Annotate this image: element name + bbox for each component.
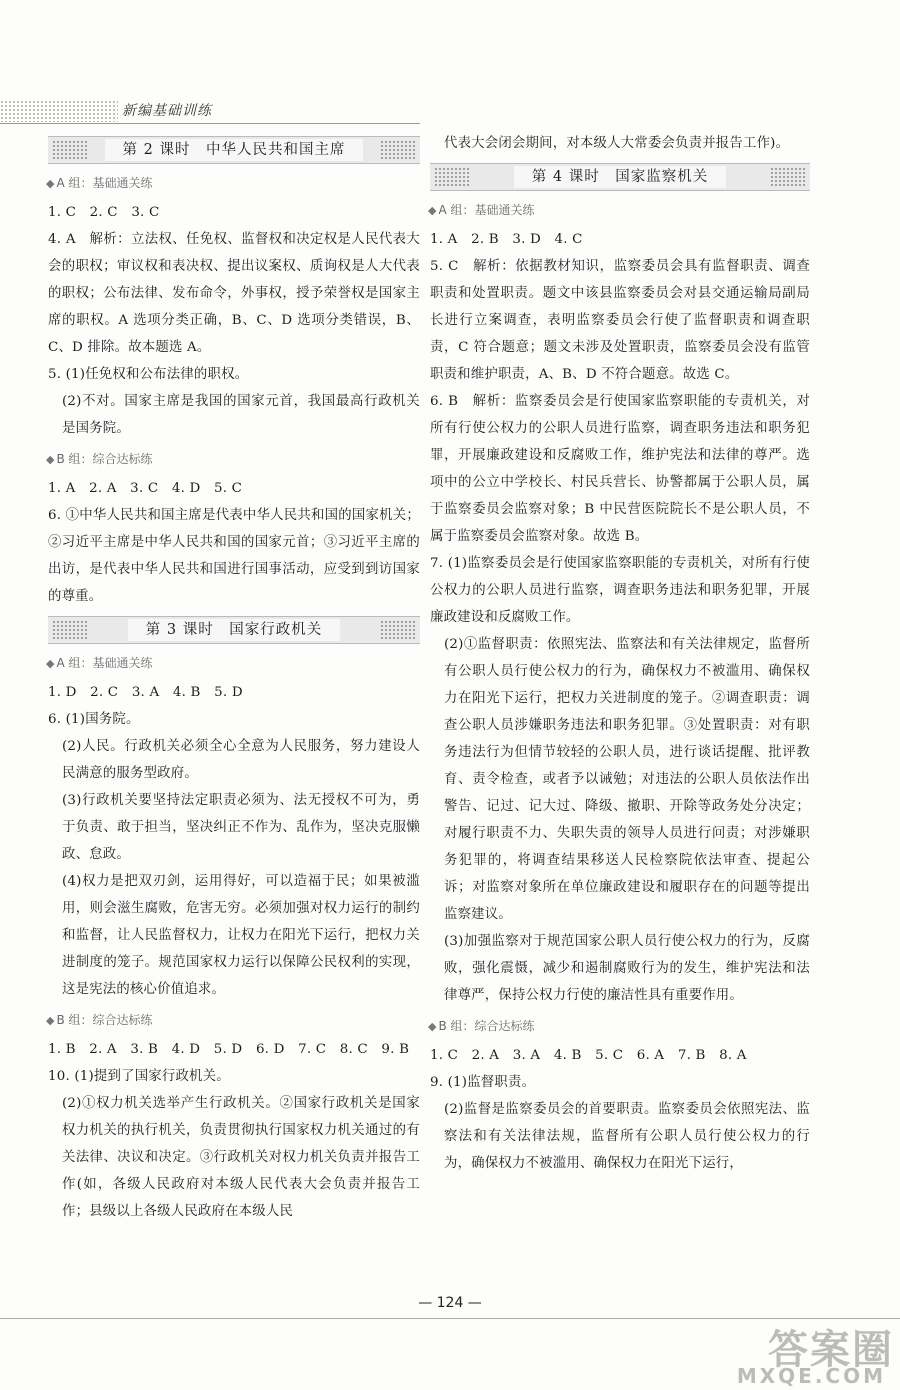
answer-line: 1. A 2. A 3. C 4. D 5. C [48,481,243,496]
answer-line: 1. D 2. C 3. A 4. B 5. D [48,685,243,700]
diamond-icon: ◆ [428,1020,437,1033]
diamond-icon: ◆ [428,204,437,217]
answer-5-part-2: (2)不对。国家主席是我国的国家元首，我国最高行政机关是国务院。 [62,394,420,436]
group-label-a: ◆ A 组：基础通关练 [46,656,153,670]
left-column [48,130,420,1225]
section-title: 第 2 课时 中华人民共和国主席 [105,139,364,161]
answer-7-part-3: (3)加强监察对于规范国家公职人员行使公权力的行为，反腐败，强化震慑，减少和遏制腐败行为的发生，维护宪法和法律尊严，保持公权力行使的廉洁性具有重要作用。 [444,934,810,1003]
answer-6-part-3: (3)行政机关要坚持法定职责必须为、法无授权不可为，勇于负责、敢于担当，坚决纠正不作为、乱作为，坚决克服懒政、怠政。 [62,793,420,862]
watermark-text: 答案圈 [768,1327,894,1373]
group-label-b: ◆ B 组：综合达标练 [428,1019,535,1033]
answer-5-part-1: 5. (1)任免权和公布法律的职权。 [48,367,249,382]
answer-6-explanation: 6. B 解析：监察委员会是行使国家监察职能的专责机关，对所有行使公权力的公职人员进行监察，调查职务违法和职务犯罪，开展廉政建设和反腐败工作，维护宪法和法律的尊严。选项中的公立中学校长、村民兵营长、协警都属于公职人员，属于监察委员会监察对象；B 中民营医院院长不是公职人员，不属于监察委员会监察对象。故选 B。 [430,394,810,544]
answer-5-explanation: 5. C 解析：依据教材知识，监察委员会具有监督职责、调查职责和处置职责。题文中该县监察委员会对县交通运输局副局长进行立案调查，表明监察委员会行使了监督职责和调查职责，C 符合题意；题文未涉及处置职责，监察委员会没有监管职责和维护职责，A、B、D 不符合题意。故选 C。 [430,259,810,382]
group-label-a: ◆ A 组：基础通关练 [46,176,153,190]
section-title: 第 3 课时 国家行政机关 [128,619,340,641]
answer-10-part-1: 10. (1)提到了国家行政机关。 [48,1069,230,1084]
group-label-b: ◆ B 组：综合达标练 [46,1013,153,1027]
watermark-logo [699,1318,894,1388]
answer-9-part-2: (2)监督是监察委员会的首要职责。监察委员会依照宪法、监察法和有关法律法规，监督所有公职人员行使公权力的行为，确保权力不被滥用、确保权力在阳光下运行， [444,1102,810,1171]
group-label-b: ◆ B 组：综合达标练 [46,452,153,466]
diamond-icon: ◆ [46,453,55,466]
header-dot-pattern [0,100,118,122]
watermark-url: MXQE.COM [736,1364,886,1388]
answer-7-part-2: (2)①监督职责：依照宪法、监察法和有关法律规定，监督所有公职人员行使公权力的行为，确保权力不被滥用、确保权力在阳光下运行，把权力关进制度的笼子。②调查职责：调查公职人员涉嫌职务违法和职务犯罪。③处置职责：对有职务违法行为但情节较轻的公职人员，进行谈话提醒、批评教育、责令检查，或者予以诫勉；对违法的公职人员依法作出警告、记过、记大过、降级、撤职、开除等政务处分决定；对履行职责不力、失职失责的领导人员进行问责；对涉嫌职务犯罪的，将调查结果移送人民检察院依法审查、提起公诉；对监察对象所在单位廉政建设和履职存在的问题等提出监察建议。 [444,637,810,922]
answer-6: 6. ①中华人民共和国主席是代表中华人民共和国的国家机关；②习近平主席是中华人民共和国的国家元首；③习近平主席的出访，是代表中华人民共和国进行国事活动，应受到到访国家的尊重。 [48,508,420,604]
header-rule [0,123,420,124]
answer-line: 1. C 2. A 3. A 4. B 5. C 6. A 7. B 8. A [430,1048,747,1063]
answer-line: 1. C 2. C 3. C [48,205,160,220]
diamond-icon: ◆ [46,657,55,670]
answer-6-part-2: (2)人民。行政机关必须全心全意为人民服务，努力建设人民满意的服务型政府。 [62,739,420,781]
answer-7-part-1: 7. (1)监察委员会是行使国家监察职能的专责机关，对所有行使公权力的公职人员进行监察，调查职务违法和职务犯罪，开展廉政建设和反腐败工作。 [430,556,810,625]
answer-9-part-1: 9. (1)监督职责。 [430,1075,536,1090]
diamond-icon: ◆ [46,1014,55,1027]
answer-line: 1. B 2. A 3. B 4. D 5. D 6. D 7. C 8. C 9. B [48,1042,410,1057]
answer-10-continuation: 代表大会闭会期间，对本级人大常委会负责并报告工作)。 [444,136,790,151]
section-title: 第 4 课时 国家监察机关 [514,166,726,188]
answer-line: 1. A 2. B 3. D 4. C [430,232,583,247]
group-label-a: ◆ A 组：基础通关练 [428,203,535,217]
page-number: — 124 — [418,1295,482,1311]
section-banner-lesson-3 [48,616,420,644]
diamond-icon: ◆ [46,177,55,190]
section-banner-lesson-4 [430,163,810,191]
section-banner-lesson-2 [48,136,420,164]
answer-6-part-4: (4)权力是把双刃剑，运用得好，可以造福于民；如果被滥用，则会滋生腐败，危害无穷。必须加强对权力运行的制约和监督，让人民监督权力，让权力在阳光下运行，把权力关进制度的笼子。规范国家权力运行以保障公民权利的实现，这是宪法的核心价值追求。 [62,874,420,997]
right-column [430,130,810,1177]
answer-6-part-1: 6. (1)国务院。 [48,712,140,727]
answer-10-part-2: (2)①权力机关选举产生行政机关。②国家行政机关是国家权力机关的执行机关，负责贯彻执行国家权力机关通过的有关法律、决议和决定。③行政机关对权力机关负责并报告工作(如，各级人民政府对本级人民代表大会负责并报告工作；县级以上各级人民政府在本级人民 [62,1096,420,1219]
book-title: 新编基础训练 [122,103,212,119]
answer-4-explanation: 4. A 解析：立法权、任免权、监督权和决定权是人民代表大会的职权；审议权和表决权、提出议案权、质询权是人大代表的职权；公布法律、发布命令，外事权，授予荣誉权是国家主席的职权。A 选项分类正确，B、C、D 选项分类错误，B、C、D 排除。故本题选 A。 [48,232,420,355]
